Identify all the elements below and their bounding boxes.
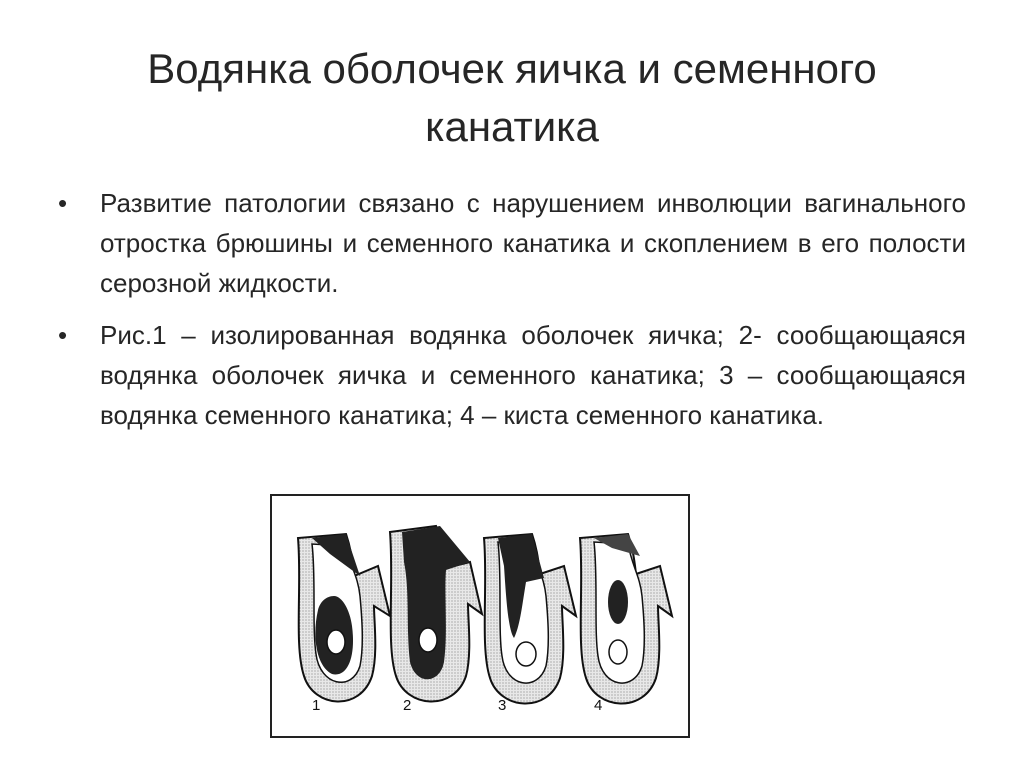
label-3: 3 [498, 697, 507, 714]
bullet-text-2: Рис.1 – изолированная водянка оболочек яичка; 2- сообщающаяся водянка оболочек яичка и семенного канатика; 3 – сообщающаяся водянка семенного канатика; 4 – киста семенного канатика. [100, 320, 966, 430]
stage-2-drawing [390, 526, 482, 702]
stage-4-drawing [580, 534, 672, 704]
stage-1-drawing [298, 534, 390, 702]
label-1: 1 [312, 697, 321, 714]
bullet-list [58, 183, 966, 447]
bullet-symbol: • [58, 320, 68, 350]
bullet-item-1 [58, 183, 966, 303]
label-4: 4 [594, 697, 603, 714]
hydrocele-diagram [270, 494, 690, 738]
bullet-item-2 [58, 315, 966, 435]
bullet-symbol: • [58, 188, 68, 218]
bullet-text-1: Развитие патологии связано с нарушением инволюции вагинального отростка брюшины и семенного канатика и скоплением в его полости серозной жидкости. [100, 188, 966, 298]
slide-title: Водянка оболочек яичка и семенного канатика [147, 45, 877, 150]
stage-3-drawing [484, 534, 576, 704]
hydrocele-illustration [272, 496, 688, 736]
label-2: 2 [403, 697, 412, 714]
